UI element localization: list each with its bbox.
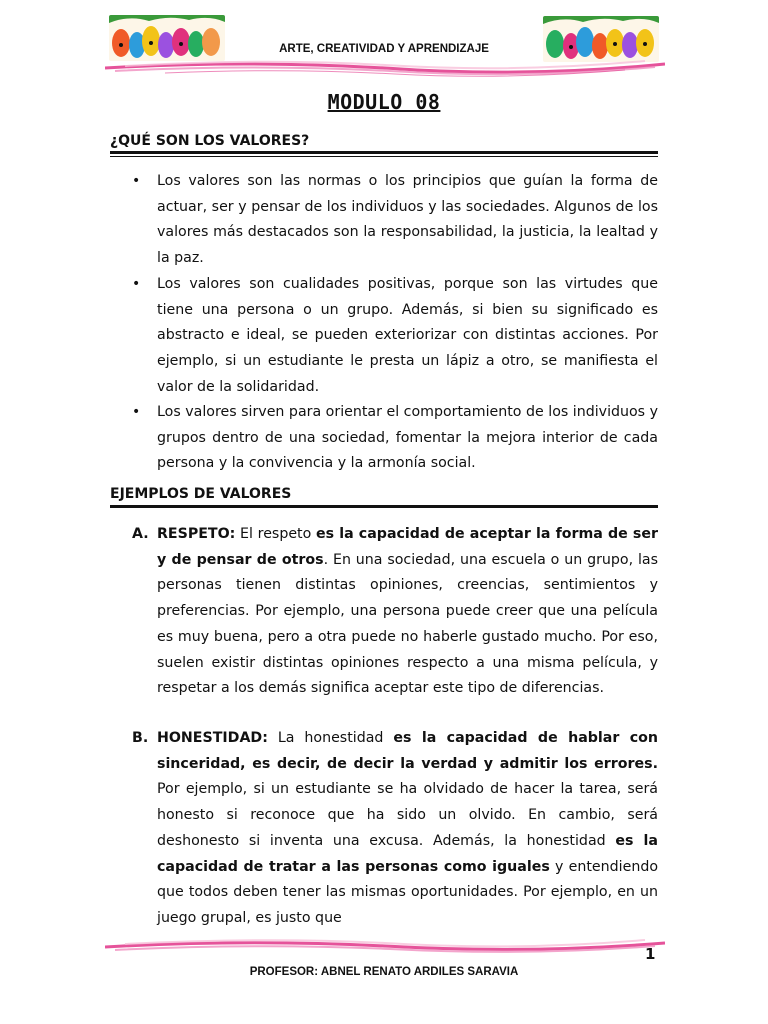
- value-text: El respeto: [235, 526, 317, 542]
- value-label: RESPETO:: [157, 526, 236, 542]
- example-item-honestidad: [157, 726, 658, 932]
- value-definition: es la capacidad de tratar a las personas como iguales: [157, 832, 658, 875]
- header-swoosh: [105, 58, 665, 80]
- value-text: La honestidad: [267, 730, 394, 746]
- bullet-marker: •: [132, 404, 141, 420]
- value-text: Por ejemplo, si un estudiante se ha olvidado de hacer la tarea, será honesto si reconoce que ha sido un olvido. En cambio, será deshonesto si inventa una excusa. Además, la honestidad: [157, 781, 658, 849]
- value-text: y entendiendo que todos deben tener las mismas oportunidades. Por ejemplo, en un juego grupal, es justo que: [157, 858, 659, 926]
- footer-swoosh: [105, 935, 665, 957]
- section-heading-valores: ¿QUÉ SON LOS VALORES?: [110, 133, 310, 149]
- example-item-respeto: [157, 522, 658, 702]
- divider-thick: [110, 151, 658, 154]
- bullet-item: Los valores son las normas o los principios que guían la forma de actuar, ser y pensar de los individuos y las sociedades. Algunos de los valores más destacados son la responsabilidad, la justicia, la lealtad y la paz.: [157, 173, 658, 267]
- header-title: ARTE, CREATIVIDAD Y APRENDIZAJE: [279, 43, 489, 55]
- bullet-item: Los valores son cualidades positivas, porque son las virtudes que tiene una persona o un grupo. Además, si bien su significado es abstracto e ideal, se pueden exteriorizar con distintas acciones. Por ejemplo, si un estudiante le presta un lápiz a otro, se manifiesta el valor de la solidaridad.: [157, 276, 658, 395]
- value-definition: es la capacidad de aceptar la forma de ser y de pensar de otros: [157, 526, 658, 568]
- list-marker-a: A.: [132, 526, 149, 542]
- list-marker-b: B.: [132, 730, 149, 746]
- bullet-item: Los valores sirven para orientar el comportamiento de los individuos y grupos dentro de una sociedad, fomentar la mejora interior de cada persona y la convivencia y la armonía social.: [157, 404, 658, 472]
- bullet-marker: •: [132, 276, 141, 292]
- footer-professor: PROFESOR: ABNEL RENATO ARDILES SARAVIA: [249, 966, 519, 978]
- divider-thin: [110, 156, 658, 157]
- painted-hands-image-left: [109, 15, 225, 61]
- painted-hands-image-right: [543, 16, 659, 62]
- value-label: HONESTIDAD:: [157, 730, 268, 746]
- section-heading-ejemplos: EJEMPLOS DE VALORES: [110, 486, 292, 502]
- page-number: 1: [645, 945, 656, 963]
- divider-thick: [110, 505, 658, 508]
- module-title: MODULO 08: [327, 90, 441, 114]
- value-definition: es la capacidad de hablar con sinceridad, es decir, de decir la verdad y admitir los errores.: [157, 730, 659, 772]
- value-text: . En una sociedad, una escuela o un grupo, las personas tienen distintas opiniones, creencias, sentimientos y preferencias. Por ejemplo, una persona puede creer que una película es muy buena, pero a otra puede no haberle gustado mucho. Por eso, suelen existir distintas opiniones respecto a una misma película, y respetar a los demás significa aceptar este tipo de diferencias.: [157, 551, 658, 697]
- bullet-marker: •: [132, 173, 141, 189]
